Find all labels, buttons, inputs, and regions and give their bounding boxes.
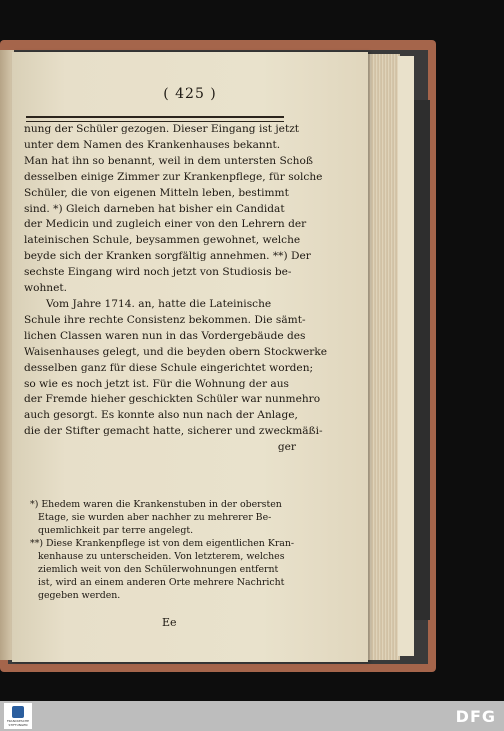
- footnote-line: Etage, sie wurden aber nachher zu mehrerer Be-: [38, 512, 272, 523]
- footnote-line: ziemlich weit von den Schülerwohnungen entfernt: [38, 564, 279, 575]
- page-number: ( 425 ): [163, 86, 217, 102]
- text-line: lichen Classen waren nun in das Vordergebäude des: [24, 329, 306, 342]
- text-line: lateinischen Schule, beysammen gewohnet, welche: [24, 234, 301, 247]
- book-scan: [0, 40, 440, 678]
- viewer-footer: [0, 701, 504, 731]
- text-line: beyde sich der Kranken sorgfältig annehmen. **) Der: [24, 250, 311, 263]
- footnote-line: kenhause zu unterscheiden. Von letzterem, welches: [38, 551, 285, 562]
- footnotes: [26, 498, 298, 602]
- text-line: desselben ganz für diese Schule eingerichtet worden;: [24, 361, 314, 374]
- main-text: [24, 122, 328, 456]
- text-line: Man hat ihn so benannt, weil in dem untersten Schoß: [24, 154, 313, 167]
- dfg-logo[interactable]: DFG: [455, 707, 496, 726]
- footnote-line: **) Diese Krankenpflege ist von dem eigentlichen Kran-: [30, 538, 295, 549]
- text-line: Waisenhauses gelegt, und die beyden obern Stockwerke: [24, 345, 328, 358]
- text-line: wohnet.: [24, 282, 67, 295]
- logo-text: FRANCKESCHE STIFTUNGEN: [6, 719, 30, 727]
- footnote-line: gegeben werden.: [38, 590, 121, 601]
- institution-logo[interactable]: [4, 703, 32, 729]
- catchword: Ee: [162, 616, 177, 629]
- book-page: [12, 52, 368, 662]
- text-line: so wie es noch jetzt ist. Für die Wohnung der aus: [24, 377, 289, 390]
- text-line: sind. *) Gleich darneben hat bisher ein Candidat: [24, 202, 285, 215]
- footnote-line: quemlichkeit par terre angelegt.: [38, 525, 194, 536]
- text-line: ger: [277, 441, 296, 454]
- footnote-line: *) Ehedem waren die Krankenstuben in der obersten: [30, 499, 282, 510]
- text-line: Schüler, die von eigenen Mitteln leben, bestimmt: [24, 186, 289, 199]
- text-line: desselben einige Zimmer zur Krankenpflege, für solche: [24, 170, 323, 183]
- text-line: die der Stifter gemacht hatte, sicherer und zweckmäßi-: [24, 425, 323, 438]
- text-line: der Fremde hieher geschickten Schüler war nunmehro: [24, 393, 321, 406]
- text-line: Vom Jahre 1714. an, hatte die Lateinische: [46, 297, 272, 310]
- logo-mark-icon: [12, 706, 24, 718]
- text-line: der Medicin und zugleich einer von den Lehrern der: [24, 218, 307, 231]
- text-line: unter dem Namen des Krankenhauses bekannt.: [24, 138, 281, 151]
- page-edges-outer: [398, 56, 414, 656]
- text-line: Schule ihre rechte Consistenz bekommen. Die sämt-: [24, 313, 306, 326]
- footnote-line: ist, wird an einem anderen Orte mehrere Nachricht: [38, 577, 285, 588]
- text-line: auch gesorgt. Es konnte also nun nach der Anlage,: [24, 409, 298, 422]
- spine-shadow: [412, 100, 430, 620]
- text-line: nung der Schüler gezogen. Dieser Eingang ist jetzt: [24, 123, 300, 135]
- text-line: sechste Eingang wird noch jetzt von Studiosis be-: [24, 266, 292, 279]
- page-edges: [366, 54, 400, 660]
